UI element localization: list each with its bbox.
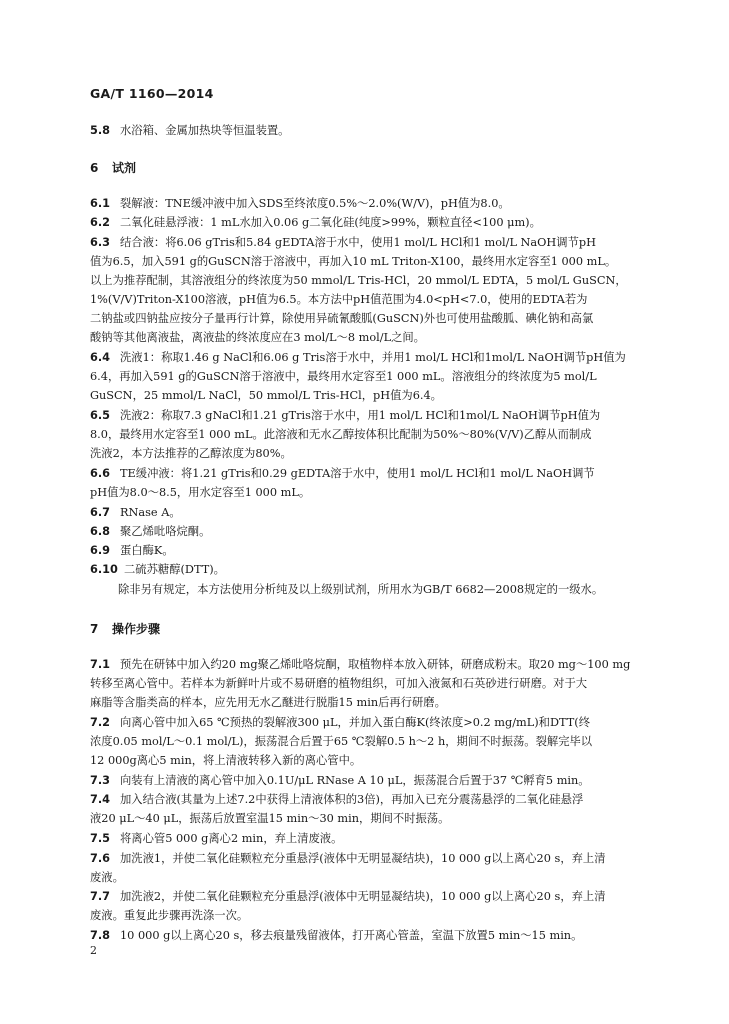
clause-number: 7.5 (90, 832, 111, 845)
clause-text: 蛋白酶K。 (120, 544, 174, 557)
clause-number: 7.2 (90, 716, 111, 729)
clause-number: 6.6 (90, 467, 111, 480)
clause-7-2-line-2: 浓度0.05 mol/L～0.1 mol/L)，振荡混合后置于65 ℃裂解0.5 h～2 h，期间不时振荡。裂解完毕以 (90, 735, 593, 748)
clause-number: 6.2 (90, 216, 111, 229)
clause-7-4-line-2: 液20 μL～40 μL，振荡后放置室温15 min～30 min，期间不时振荡。 (90, 812, 450, 825)
clause-text: 洗液1：称取1.46 g NaCl和6.06 g Tris溶于水中，并用1 mol/L HCl和1mol/L NaOH调节pH值为 (120, 351, 626, 364)
section-number: 6 (90, 161, 99, 175)
standard-number: GA/T 1160—2014 (90, 86, 214, 101)
section-title: 操作步骤 (112, 622, 161, 636)
section-6-heading (90, 159, 136, 176)
clause-text: 二氧化硅悬浮液：1 mL水加入0.06 g二氧化硅(纯度>99%，颗粒直径<100 μm)。 (120, 216, 541, 229)
clause-6-5-line-3: 洗液2，本方法推荐的乙醇浓度为80%。 (90, 447, 292, 460)
clause-6-9 (90, 543, 655, 559)
clause-7-1-line-1 (90, 657, 655, 673)
clause-text: 加洗液1，并使二氧化硅颗粒充分重悬浮(液体中无明显凝结块)，10 000 g以上离心20 s，弃上清 (120, 852, 606, 865)
section-number: 7 (90, 622, 99, 636)
clause-text: 聚乙烯吡咯烷酮。 (120, 525, 211, 538)
clause-text: 水浴箱、金属加热块等恒温装置。 (120, 124, 290, 137)
clause-7-4-line-1 (90, 792, 655, 808)
clause-text: 加入结合液(其量为上述7.2中获得上清液体积的3倍)，再加入已充分震荡悬浮的二氧化硅悬浮 (120, 793, 584, 806)
clause-text: 将离心管5 000 g离心2 min，弃上清废液。 (120, 832, 343, 845)
clause-text: 向装有上清液的离心管中加入0.1U/μL RNase A 10 μL，振荡混合后置于37 ℃孵育5 min。 (120, 774, 590, 787)
clause-6-6-line-2: pH值为8.0～8.5，用水定容至1 000 mL。 (90, 486, 311, 499)
clause-number: 5.8 (90, 124, 111, 137)
section-title: 试剂 (112, 161, 137, 175)
clause-6-3-line-3: 以上为推荐配制，其溶液组分的终浓度为50 mmol/L Tris-HCl，20 mmol/L EDTA，5 mol/L GuSCN， (90, 274, 627, 287)
clause-7-5 (90, 831, 655, 847)
clause-number: 7.8 (90, 929, 111, 942)
clause-7-2-line-3: 12 000g离心5 min，将上清液转移入新的离心管中。 (90, 754, 362, 767)
clause-6-3-line-4: 1%(V/V)Triton-X100溶液，pH值为6.5。本方法中pH值范围为4.0<pH<7.0，使用的EDTA若为 (90, 293, 588, 306)
clause-number: 7.7 (90, 890, 111, 903)
clause-number: 6.8 (90, 525, 111, 538)
clause-7-3 (90, 773, 655, 789)
clause-text: RNase A。 (120, 506, 181, 519)
clause-6-6-line-1 (90, 466, 655, 482)
clause-7-6-line-2: 废液。 (90, 871, 124, 884)
clause-text: 预先在研钵中加入约20 mg聚乙烯吡咯烷酮，取植物样本放入研钵，研磨成粉末。取20 mg～100 mg (120, 658, 631, 671)
clause-6-4-line-1 (90, 350, 655, 366)
clause-number: 7.1 (90, 658, 111, 671)
clause-number: 7.4 (90, 793, 111, 806)
clause-6-3-line-5: 二钠盐或四钠盐应按分子量再行计算，除使用异硫氰酸胍(GuSCN)外也可使用盐酸胍、碘化钠和高氯 (90, 312, 594, 325)
clause-6-5-line-2: 8.0，最终用水定容至1 000 mL。此溶液和无水乙醇按体积比配制为50%～80%(V/V)乙醇从而制成 (90, 428, 592, 441)
clause-text: 二硫苏糖醇(DTT)。 (124, 563, 225, 576)
clause-6-5-line-1 (90, 408, 655, 424)
clause-text: 向离心管中加入65 ℃预热的裂解液300 μL，并加入蛋白酶K(终浓度>0.2 mg/mL)和DTT(终 (120, 716, 591, 729)
clause-text: 加洗液2，并使二氧化硅颗粒充分重悬浮(液体中无明显凝结块)，10 000 g以上离心20 s，弃上清 (120, 890, 606, 903)
clause-6-2 (90, 215, 655, 231)
clause-7-6-line-1 (90, 851, 655, 867)
page-number: 2 (90, 944, 97, 957)
clause-number: 6.4 (90, 351, 111, 364)
clause-number: 6.5 (90, 409, 111, 422)
clause-number: 6.7 (90, 506, 111, 519)
clause-7-2-line-1 (90, 715, 655, 731)
clause-7-8 (90, 928, 655, 944)
section-7-heading (90, 620, 160, 637)
clause-5-8 (90, 123, 655, 139)
clause-text: 结合液：将6.06 gTris和5.84 gEDTA溶于水中，使用1 mol/L HCl和1 mol/L NaOH调节pH (120, 236, 596, 249)
clause-number: 7.6 (90, 852, 111, 865)
clause-text: 洗液2：称取7.3 gNaCl和1.21 gTris溶于水中，用1 mol/L HCl和1mol/L NaOH调节pH值为 (120, 409, 601, 422)
clause-number: 6.3 (90, 236, 111, 249)
clause-text: 裂解液：TNE缓冲液中加入SDS至终浓度0.5%～2.0%(W/V)，pH值为8.0。 (120, 197, 510, 210)
clause-7-1-line-3: 麻脂等含脂类高的样本，应先用无水乙醚进行脱脂15 min后再行研磨。 (90, 696, 446, 709)
reagent-note: 除非另有规定，本方法使用分析纯及以上级别试剂，所用水为GB/T 6682—2008规定的一级水。 (118, 583, 604, 596)
clause-7-1-line-2: 转移至离心管中。若样本为新鲜叶片或不易研磨的植物组织，可加入液氮和石英砂进行研磨。对于大 (90, 677, 588, 690)
clause-6-3-line-6: 酸钠等其他离液盐，离液盐的终浓度应在3 mol/L～8 mol/L之间。 (90, 331, 425, 344)
clause-text: 10 000 g以上离心20 s，移去痕量残留液体，打开离心管盖，室温下放置5 min～15 min。 (120, 929, 583, 942)
clause-number: 7.3 (90, 774, 111, 787)
clause-7-7-line-1 (90, 889, 655, 905)
clause-6-7 (90, 505, 655, 521)
clause-7-7-line-2: 废液。重复此步骤再洗涤一次。 (90, 909, 249, 922)
clause-number: 6.1 (90, 197, 111, 210)
clause-text: TE缓冲液：将1.21 gTris和0.29 gEDTA溶于水中，使用1 mol/L HCl和1 mol/L NaOH调节 (120, 467, 595, 480)
clause-number: 6.9 (90, 544, 111, 557)
clause-6-10 (90, 562, 655, 578)
clause-6-1 (90, 196, 655, 212)
clause-6-4-line-3: GuSCN，25 mmol/L NaCl，50 mmol/L Tris-HCl，pH值为6.4。 (90, 389, 442, 402)
clause-number: 6.10 (90, 563, 118, 576)
clause-6-3-line-1 (90, 235, 655, 251)
clause-6-3-line-2: 值为6.5，加入591 g的GuSCN溶于溶液中，再加入10 mL Triton-X100，最终用水定容至1 000 mL。 (90, 255, 617, 268)
clause-6-8 (90, 524, 655, 540)
clause-6-4-line-2: 6.4，再加入591 g的GuSCN溶于溶液中，最终用水定容至1 000 mL。溶液组分的终浓度为5 mol/L (90, 370, 597, 383)
